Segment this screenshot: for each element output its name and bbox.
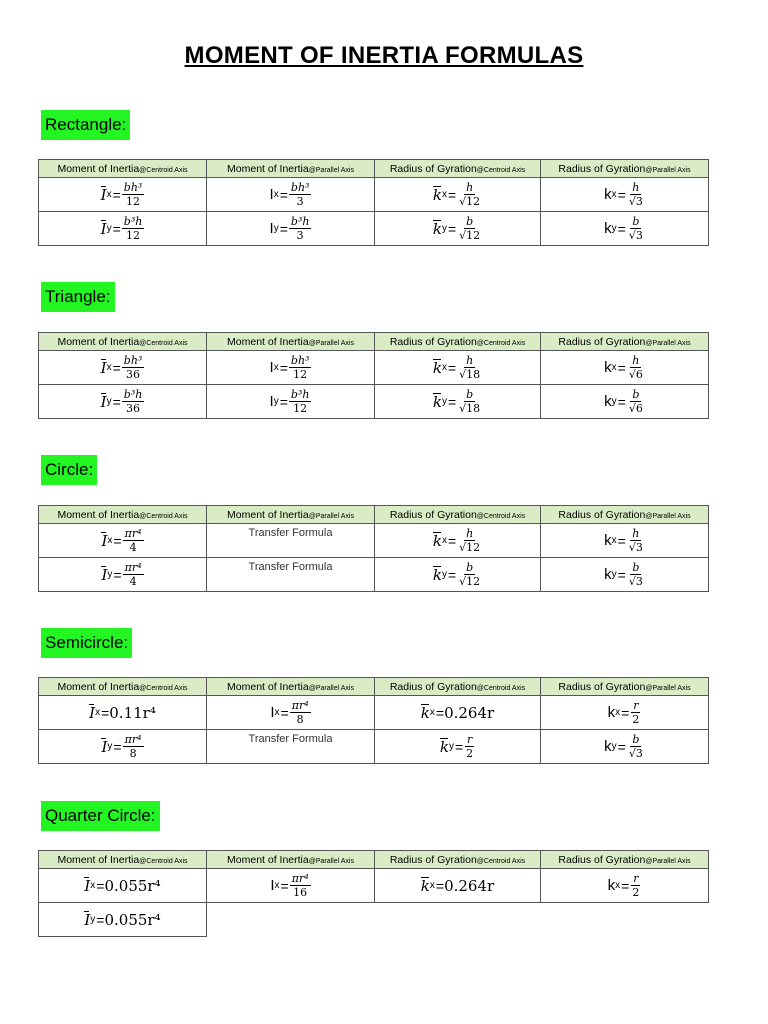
transfer-formula-note: Transfer Formula: [248, 527, 333, 539]
table-header-row: [39, 678, 709, 696]
header-moi-centroid: Moment of Inertia@Centroid Axis: [39, 678, 207, 696]
header-moi-centroid: Moment of Inertia@Centroid Axis: [39, 333, 207, 351]
formula-kx-parallel: k x = $\frac{h}{√3}$: [604, 526, 643, 554]
formula-ix-centroid: I x = $\frac{\text{bh³}}{36}$: [100, 353, 143, 381]
header-moi-centroid: Moment of Inertia@Centroid Axis: [39, 506, 207, 524]
formula-kx-parallel: k x = $\frac{h}{√6}$: [604, 353, 643, 381]
table-triangle: [38, 332, 709, 419]
formula-iy-parallel: I y = $\frac{\text{b³h}}{3}$: [269, 214, 310, 242]
header-rog-parallel: Radius of Gyration@Parallel Axis: [541, 160, 709, 178]
header-moi-parallel: Moment of Inertia@Parallel Axis: [207, 678, 375, 696]
table-row: [39, 178, 709, 212]
formula-kx-parallel: k x = $\frac{h}{√3}$: [604, 180, 643, 208]
formula-ix-centroid: I x = $\frac{\text{bh³}}{12}$: [100, 180, 143, 208]
formula-ix-parallel: I x = $\frac{\text{bh³}}{3}$: [269, 180, 310, 208]
header-moi-parallel: Moment of Inertia@Parallel Axis: [207, 160, 375, 178]
formula-ix-centroid: I x = 0.055r⁴: [84, 876, 161, 895]
page-title: MOMENT OF INERTIA FORMULAS: [184, 42, 584, 69]
section-label-triangle: Triangle:: [41, 282, 115, 312]
section-label-semicircle: Semicircle:: [41, 628, 132, 658]
transfer-formula-note: Transfer Formula: [248, 733, 333, 745]
section-label-quarter-circle: Quarter Circle:: [41, 801, 160, 831]
formula-ky-parallel: k y = $\frac{b}{√3}$: [604, 214, 643, 242]
table-semicircle: [38, 677, 709, 764]
formula-ky-centroid: k y = $\frac{b}{√12}$: [432, 560, 481, 588]
table-row: [39, 351, 709, 385]
table-row: [39, 903, 709, 937]
formula-kx-centroid: k x = $\frac{h}{√12}$: [432, 180, 481, 208]
table-row: [39, 524, 709, 558]
header-rog-centroid: Radius of Gyration@Centroid Axis: [375, 160, 541, 178]
table-header-row: [39, 160, 709, 178]
table-row: [39, 696, 709, 730]
formula-ky-parallel: k y = $\frac{b}{√3}$: [604, 560, 643, 588]
table-row: [39, 212, 709, 246]
formula-ix-centroid: I x = $\frac{\text{πr⁴}}{4}$: [101, 526, 142, 554]
table-row: [39, 869, 709, 903]
table-header-row: [39, 506, 709, 524]
header-moi-parallel: Moment of Inertia@Parallel Axis: [207, 333, 375, 351]
formula-ix-centroid: I x = 0.11r⁴: [89, 703, 156, 722]
formula-ix-parallel: I x = $\frac{\text{πr⁴}}{16}$: [270, 871, 309, 899]
formula-kx-parallel: k x = $\frac{r}{2}$: [607, 871, 640, 899]
formula-iy-parallel: I y = $\frac{\text{b³h}}{12}$: [269, 387, 310, 415]
formula-iy-centroid: I y = $\frac{\text{πr⁴}}{4}$: [101, 560, 142, 588]
header-rog-parallel: Radius of Gyration@Parallel Axis: [541, 678, 709, 696]
header-rog-centroid: Radius of Gyration@Centroid Axis: [375, 506, 541, 524]
formula-ky-centroid: k y = $\frac{r}{2}$: [439, 732, 474, 760]
table-quarter-circle: [38, 850, 709, 937]
formula-iy-centroid: I y = $\frac{\text{πr⁴}}{8}$: [101, 732, 142, 760]
table-circle: [38, 505, 709, 592]
formula-ix-parallel: I x = $\frac{\text{πr⁴}}{8}$: [270, 698, 309, 726]
header-moi-centroid: Moment of Inertia@Centroid Axis: [39, 851, 207, 869]
header-rog-centroid: Radius of Gyration@Centroid Axis: [375, 678, 541, 696]
table-row: [39, 385, 709, 419]
formula-ky-centroid: k y = $\frac{b}{√12}$: [432, 214, 481, 242]
formula-iy-centroid: I y = $\frac{\text{b³h}}{12}$: [100, 214, 143, 242]
formula-kx-centroid: k x = $\frac{h}{√18}$: [432, 353, 481, 381]
table-rectangle: [38, 159, 709, 246]
table-row: [39, 558, 709, 592]
section-label-rectangle: Rectangle:: [41, 110, 130, 140]
header-rog-parallel: Radius of Gyration@Parallel Axis: [541, 851, 709, 869]
header-rog-parallel: Radius of Gyration@Parallel Axis: [541, 333, 709, 351]
section-label-circle: Circle:: [41, 455, 97, 485]
header-moi-parallel: Moment of Inertia@Parallel Axis: [207, 851, 375, 869]
table-header-row: [39, 333, 709, 351]
formula-kx-centroid: k x = $\frac{h}{√12}$: [432, 526, 481, 554]
formula-ix-parallel: I x = $\frac{\text{bh³}}{12}$: [269, 353, 310, 381]
formula-ky-parallel: k y = $\frac{b}{√3}$: [604, 732, 643, 760]
transfer-formula-note: Transfer Formula: [248, 561, 333, 573]
formula-iy-centroid: I y = 0.055r⁴: [84, 910, 161, 929]
formula-ky-parallel: k y = $\frac{b}{√6}$: [604, 387, 643, 415]
header-rog-parallel: Radius of Gyration@Parallel Axis: [541, 506, 709, 524]
formula-ky-centroid: k y = $\frac{b}{√18}$: [432, 387, 481, 415]
header-rog-centroid: Radius of Gyration@Centroid Axis: [375, 333, 541, 351]
header-rog-centroid: Radius of Gyration@Centroid Axis: [375, 851, 541, 869]
formula-kx-centroid: k x = 0.264r: [420, 703, 495, 722]
header-moi-centroid: Moment of Inertia@Centroid Axis: [39, 160, 207, 178]
table-header-row: [39, 851, 709, 869]
formula-kx-parallel: k x = $\frac{r}{2}$: [607, 698, 640, 726]
formula-iy-centroid: I y = $\frac{\text{b³h}}{36}$: [100, 387, 143, 415]
formula-kx-centroid: k x = 0.264r: [420, 876, 495, 895]
table-row: [39, 730, 709, 764]
header-moi-parallel: Moment of Inertia@Parallel Axis: [207, 506, 375, 524]
